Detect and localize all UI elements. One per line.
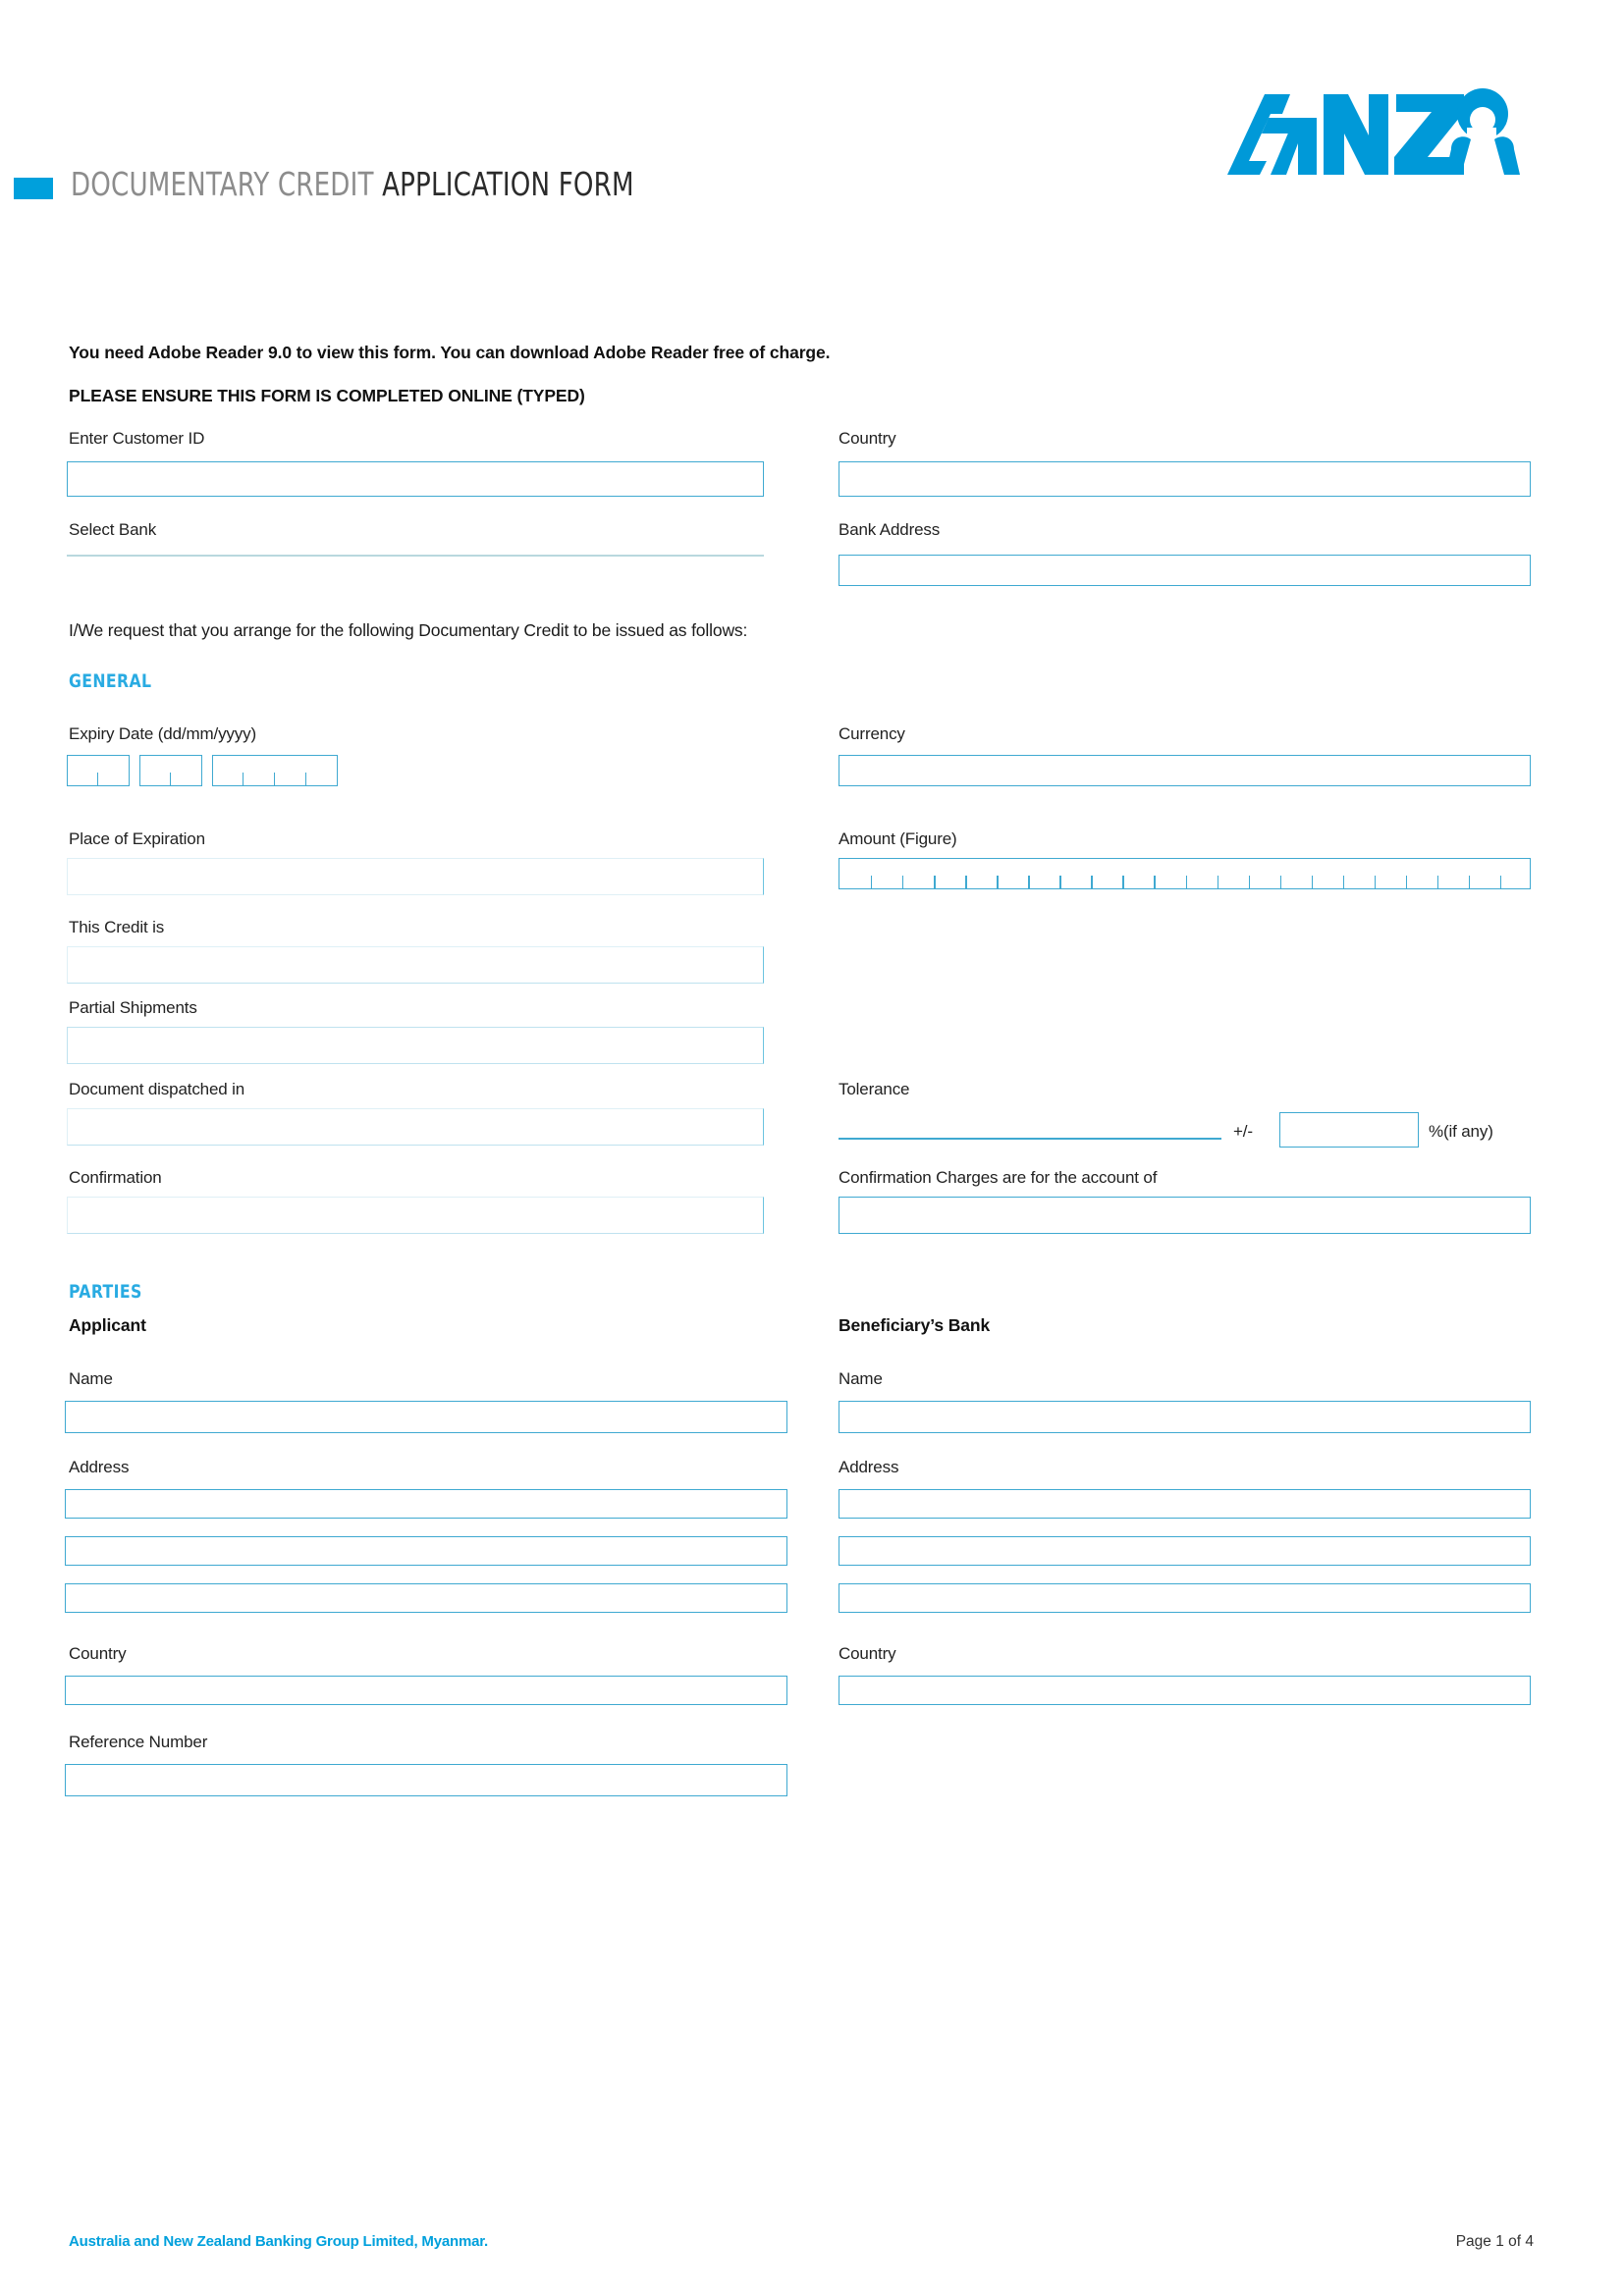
anz-logo (1219, 80, 1534, 188)
currency-input[interactable] (839, 755, 1531, 786)
bank-address-input[interactable] (839, 555, 1531, 586)
this-credit-is-label: This Credit is (69, 918, 165, 936)
expiry-year-comb (213, 756, 337, 785)
beneficiary-country-input[interactable] (839, 1676, 1531, 1705)
expiry-month-comb (140, 756, 201, 785)
tolerance-input[interactable] (839, 1138, 1221, 1140)
place-of-expiration-input[interactable] (67, 858, 764, 895)
partial-shipments-input[interactable] (67, 1027, 764, 1064)
section-general-heading: GENERAL (69, 670, 152, 692)
expiry-year-input[interactable] (212, 755, 338, 786)
amount-comb (839, 859, 1530, 888)
expiry-month-input[interactable] (139, 755, 202, 786)
page-title-suffix: APPLICATION FORM (382, 165, 634, 203)
this-credit-is-input[interactable] (67, 946, 764, 984)
country-top-input[interactable] (839, 461, 1531, 497)
applicant-reference-label: Reference Number (69, 1733, 208, 1751)
footer-entity: Australia and New Zealand Banking Group Limited, Myanmar. (69, 2233, 489, 2250)
adobe-reader-notice: You need Adobe Reader 9.0 to view this form. You can download Adobe Reader free of charge. (69, 343, 831, 362)
beneficiary-address-line2-input[interactable] (839, 1536, 1531, 1566)
beneficiary-address-line1-input[interactable] (839, 1489, 1531, 1519)
beneficiary-name-input[interactable] (839, 1401, 1531, 1433)
beneficiary-address-line3-input[interactable] (839, 1583, 1531, 1613)
applicant-address-line2-input[interactable] (65, 1536, 787, 1566)
applicant-country-input[interactable] (65, 1676, 787, 1705)
select-bank-label: Select Bank (69, 520, 157, 539)
confirmation-charges-input[interactable] (839, 1197, 1531, 1234)
amount-figure-input[interactable] (839, 858, 1531, 889)
confirmation-label: Confirmation (69, 1168, 162, 1187)
select-bank-input[interactable] (67, 555, 764, 557)
header-accent-bar (14, 178, 53, 199)
country-top-label: Country (839, 429, 896, 448)
tolerance-suffix-label: %(if any) (1429, 1122, 1493, 1141)
expiry-day-input[interactable] (67, 755, 130, 786)
customer-id-label: Enter Customer ID (69, 429, 205, 448)
beneficiary-name-label: Name (839, 1369, 883, 1388)
applicant-address-line1-input[interactable] (65, 1489, 787, 1519)
tolerance-plusminus-label: +/- (1233, 1122, 1253, 1141)
document-dispatched-input[interactable] (67, 1108, 764, 1146)
bank-address-label: Bank Address (839, 520, 941, 539)
expiry-date-label: Expiry Date (dd/mm/yyyy) (69, 724, 256, 743)
complete-online-notice: PLEASE ENSURE THIS FORM IS COMPLETED ONLINE (TYPED) (69, 386, 585, 405)
currency-label: Currency (839, 724, 905, 743)
amount-figure-label: Amount (Figure) (839, 829, 957, 848)
confirmation-input[interactable] (67, 1197, 764, 1234)
partial-shipments-label: Partial Shipments (69, 998, 197, 1017)
beneficiary-country-label: Country (839, 1644, 896, 1663)
applicant-address-label: Address (69, 1458, 130, 1476)
beneficiary-address-label: Address (839, 1458, 899, 1476)
expiry-day-comb (68, 756, 129, 785)
tolerance-percent-input[interactable] (1279, 1112, 1419, 1148)
page-title (71, 165, 634, 203)
tolerance-label: Tolerance (839, 1080, 910, 1098)
customer-id-input[interactable] (67, 461, 764, 497)
page-title-primary: DOCUMENTARY CREDIT (71, 165, 374, 203)
request-statement: I/We request that you arrange for the following Documentary Credit to be issued as follows: (69, 620, 748, 640)
confirmation-charges-label: Confirmation Charges are for the account of (839, 1168, 1158, 1187)
section-parties-heading: PARTIES (69, 1281, 142, 1303)
applicant-name-input[interactable] (65, 1401, 787, 1433)
place-of-expiration-label: Place of Expiration (69, 829, 205, 848)
applicant-reference-input[interactable] (65, 1764, 787, 1796)
beneficiary-bank-title: Beneficiary’s Bank (839, 1315, 991, 1335)
document-dispatched-label: Document dispatched in (69, 1080, 245, 1098)
applicant-address-line3-input[interactable] (65, 1583, 787, 1613)
footer-page-number: Page 1 of 4 (1455, 2233, 1534, 2250)
applicant-title: Applicant (69, 1315, 146, 1335)
applicant-country-label: Country (69, 1644, 127, 1663)
applicant-name-label: Name (69, 1369, 113, 1388)
